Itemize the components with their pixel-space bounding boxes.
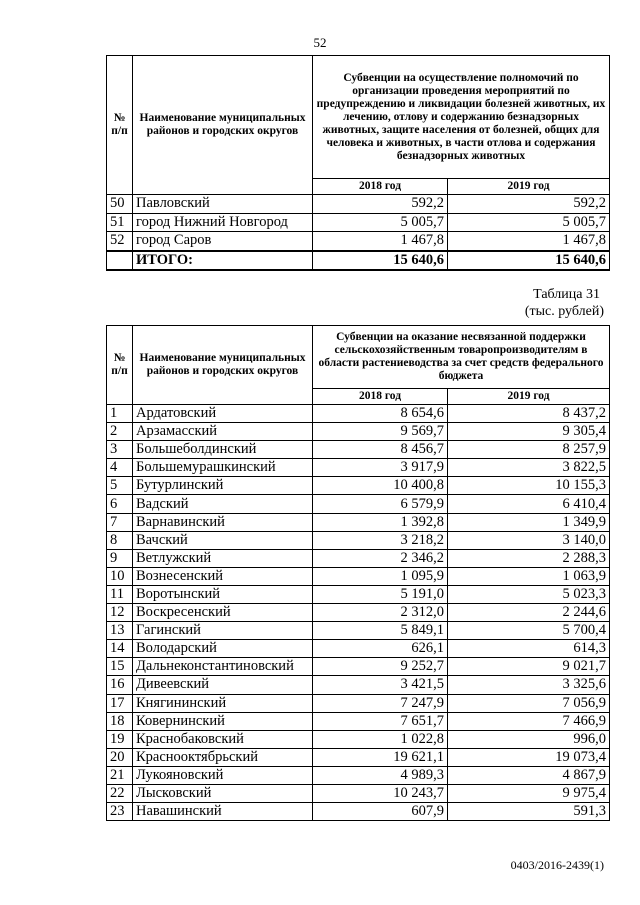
row-number: 4 bbox=[107, 459, 133, 477]
table-row bbox=[107, 531, 610, 549]
header-year-2019: 2019 год bbox=[448, 179, 610, 195]
value-2018: 8 654,6 bbox=[313, 405, 448, 423]
table-row bbox=[107, 694, 610, 712]
table-row bbox=[107, 640, 610, 658]
value-2019: 5 023,3 bbox=[448, 585, 610, 603]
value-2018: 7 651,7 bbox=[313, 712, 448, 730]
document-code: 0403/2016-2439(1) bbox=[510, 858, 604, 872]
value-2019: 1 467,8 bbox=[448, 232, 610, 251]
row-number: 16 bbox=[107, 676, 133, 694]
row-number: 19 bbox=[107, 730, 133, 748]
header-num: № п/п bbox=[107, 56, 133, 195]
table-row bbox=[107, 513, 610, 531]
total-2019: 15 640,6 bbox=[448, 251, 610, 271]
value-2018: 1 467,8 bbox=[313, 232, 448, 251]
district-name: Воротынский bbox=[133, 585, 313, 603]
header-subsidy: Субвенции на оказание несвязанной поддержки сельскохозяйственным товаропроизводителям в области растениеводства за счет средств федерального бюджета bbox=[313, 326, 610, 389]
district-name: Вадский bbox=[133, 495, 313, 513]
total-num-cell bbox=[107, 251, 133, 271]
value-2018: 8 456,7 bbox=[313, 441, 448, 459]
value-2019: 6 410,4 bbox=[448, 495, 610, 513]
row-number: 9 bbox=[107, 549, 133, 567]
value-2018: 3 917,9 bbox=[313, 459, 448, 477]
district-name: Дивеевский bbox=[133, 676, 313, 694]
value-2019: 5 005,7 bbox=[448, 213, 610, 232]
row-number: 23 bbox=[107, 803, 133, 821]
row-number: 3 bbox=[107, 441, 133, 459]
district-name: Краснооктябрьский bbox=[133, 748, 313, 766]
value-2018: 2 346,2 bbox=[313, 549, 448, 567]
value-2019: 19 073,4 bbox=[448, 748, 610, 766]
district-name: Гагинский bbox=[133, 622, 313, 640]
district-name: Большеболдинский bbox=[133, 441, 313, 459]
row-number: 2 bbox=[107, 423, 133, 441]
value-2019: 996,0 bbox=[448, 730, 610, 748]
header-name: Наименование муниципальных районов и городских округов bbox=[133, 326, 313, 405]
table-row bbox=[107, 585, 610, 603]
value-2018: 3 421,5 bbox=[313, 676, 448, 694]
value-2018: 1 022,8 bbox=[313, 730, 448, 748]
table-row bbox=[107, 423, 610, 441]
total-row bbox=[107, 251, 610, 271]
table-caption: Таблица 31 bbox=[533, 287, 600, 302]
value-2018: 19 621,1 bbox=[313, 748, 448, 766]
row-number: 50 bbox=[107, 195, 133, 214]
value-2018: 4 989,3 bbox=[313, 766, 448, 784]
table-row bbox=[107, 803, 610, 821]
subsidy-table-crops bbox=[106, 325, 610, 821]
table-row bbox=[107, 766, 610, 784]
table-row bbox=[107, 712, 610, 730]
value-2018: 1 095,9 bbox=[313, 567, 448, 585]
table-row bbox=[107, 495, 610, 513]
value-2018: 5 849,1 bbox=[313, 622, 448, 640]
table-row bbox=[107, 567, 610, 585]
value-2019: 2 288,3 bbox=[448, 549, 610, 567]
table-unit: (тыс. рублей) bbox=[524, 304, 604, 319]
subsidy-table-animals bbox=[106, 55, 610, 271]
header-year-2018: 2018 год bbox=[313, 389, 448, 405]
district-name: Арзамасский bbox=[133, 423, 313, 441]
district-name: Краснобаковский bbox=[133, 730, 313, 748]
value-2018: 5 005,7 bbox=[313, 213, 448, 232]
value-2019: 7 466,9 bbox=[448, 712, 610, 730]
table-row bbox=[107, 477, 610, 495]
row-number: 15 bbox=[107, 658, 133, 676]
value-2019: 2 244,6 bbox=[448, 604, 610, 622]
header-year-2019: 2019 год bbox=[448, 389, 610, 405]
value-2018: 7 247,9 bbox=[313, 694, 448, 712]
row-number: 13 bbox=[107, 622, 133, 640]
value-2018: 592,2 bbox=[313, 195, 448, 214]
value-2018: 6 579,9 bbox=[313, 495, 448, 513]
table-row bbox=[107, 441, 610, 459]
row-number: 8 bbox=[107, 531, 133, 549]
value-2018: 9 569,7 bbox=[313, 423, 448, 441]
district-name: Бутурлинский bbox=[133, 477, 313, 495]
row-number: 21 bbox=[107, 766, 133, 784]
table-row bbox=[107, 405, 610, 423]
row-number: 17 bbox=[107, 694, 133, 712]
value-2019: 9 021,7 bbox=[448, 658, 610, 676]
value-2019: 3 140,0 bbox=[448, 531, 610, 549]
table-row bbox=[107, 622, 610, 640]
district-name: город Нижний Новгород bbox=[133, 213, 313, 232]
row-number: 18 bbox=[107, 712, 133, 730]
value-2018: 2 312,0 bbox=[313, 604, 448, 622]
table-row bbox=[107, 213, 610, 232]
value-2018: 607,9 bbox=[313, 803, 448, 821]
district-name: Лукояновский bbox=[133, 766, 313, 784]
district-name: Варнавинский bbox=[133, 513, 313, 531]
row-number: 5 bbox=[107, 477, 133, 495]
value-2019: 8 257,9 bbox=[448, 441, 610, 459]
header-num: № п/п bbox=[107, 326, 133, 405]
table-row bbox=[107, 658, 610, 676]
value-2019: 8 437,2 bbox=[448, 405, 610, 423]
row-number: 20 bbox=[107, 748, 133, 766]
district-name: Ветлужский bbox=[133, 549, 313, 567]
value-2019: 9 305,4 bbox=[448, 423, 610, 441]
page-number: 52 bbox=[313, 35, 327, 50]
district-name: город Саров bbox=[133, 232, 313, 251]
row-number: 7 bbox=[107, 513, 133, 531]
value-2019: 614,3 bbox=[448, 640, 610, 658]
value-2018: 9 252,7 bbox=[313, 658, 448, 676]
row-number: 1 bbox=[107, 405, 133, 423]
value-2019: 4 867,9 bbox=[448, 766, 610, 784]
table-row bbox=[107, 549, 610, 567]
table-row bbox=[107, 195, 610, 214]
district-name: Дальнеконстантиновский bbox=[133, 658, 313, 676]
district-name: Володарский bbox=[133, 640, 313, 658]
table-row bbox=[107, 604, 610, 622]
district-name: Лысковский bbox=[133, 784, 313, 802]
value-2018: 1 392,8 bbox=[313, 513, 448, 531]
row-number: 10 bbox=[107, 567, 133, 585]
value-2019: 10 155,3 bbox=[448, 477, 610, 495]
total-2018: 15 640,6 bbox=[313, 251, 448, 271]
district-name: Вознесенский bbox=[133, 567, 313, 585]
district-name: Воскресенский bbox=[133, 604, 313, 622]
value-2019: 591,3 bbox=[448, 803, 610, 821]
district-name: Павловский bbox=[133, 195, 313, 214]
table-row bbox=[107, 748, 610, 766]
table-row bbox=[107, 730, 610, 748]
table-row bbox=[107, 676, 610, 694]
district-name: Ардатовский bbox=[133, 405, 313, 423]
value-2018: 5 191,0 bbox=[313, 585, 448, 603]
value-2019: 1 349,9 bbox=[448, 513, 610, 531]
value-2019: 7 056,9 bbox=[448, 694, 610, 712]
district-name: Большемурашкинский bbox=[133, 459, 313, 477]
value-2019: 3 822,5 bbox=[448, 459, 610, 477]
row-number: 52 bbox=[107, 232, 133, 251]
header-subsidy: Субвенции на осуществление полномочий по организации проведения мероприятий по предупреждению и ликвидации болезней животных, их лечению, отлову и содержанию безнадзорных животных, защите населения от болезней, общих для человека и животных, в части отлова и содержания безнадзорных животных bbox=[313, 56, 610, 179]
value-2018: 10 243,7 bbox=[313, 784, 448, 802]
value-2019: 9 975,4 bbox=[448, 784, 610, 802]
row-number: 11 bbox=[107, 585, 133, 603]
row-number: 22 bbox=[107, 784, 133, 802]
table-row bbox=[107, 784, 610, 802]
district-name: Княгининский bbox=[133, 694, 313, 712]
value-2019: 5 700,4 bbox=[448, 622, 610, 640]
district-name: Ковернинский bbox=[133, 712, 313, 730]
header-name: Наименование муниципальных районов и городских округов bbox=[133, 56, 313, 195]
value-2019: 3 325,6 bbox=[448, 676, 610, 694]
row-number: 51 bbox=[107, 213, 133, 232]
row-number: 14 bbox=[107, 640, 133, 658]
district-name: Вачский bbox=[133, 531, 313, 549]
value-2018: 3 218,2 bbox=[313, 531, 448, 549]
value-2018: 10 400,8 bbox=[313, 477, 448, 495]
total-label: ИТОГО: bbox=[133, 251, 313, 271]
table-row bbox=[107, 232, 610, 251]
header-year-2018: 2018 год bbox=[313, 179, 448, 195]
row-number: 12 bbox=[107, 604, 133, 622]
value-2018: 626,1 bbox=[313, 640, 448, 658]
row-number: 6 bbox=[107, 495, 133, 513]
value-2019: 592,2 bbox=[448, 195, 610, 214]
value-2019: 1 063,9 bbox=[448, 567, 610, 585]
district-name: Навашинский bbox=[133, 803, 313, 821]
table-row bbox=[107, 459, 610, 477]
